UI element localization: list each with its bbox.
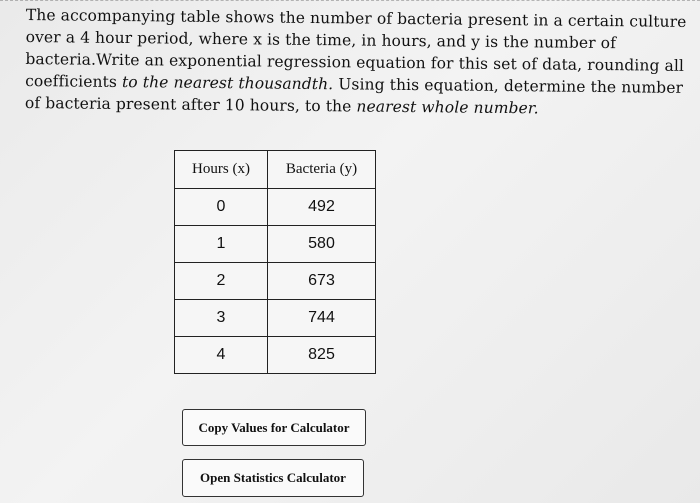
cell-bacteria: 580	[268, 226, 376, 263]
cell-hours: 4	[175, 337, 268, 374]
table-row	[175, 189, 376, 226]
header-hours: Hours (x)	[175, 151, 268, 189]
cell-bacteria: 825	[268, 337, 376, 374]
cell-bacteria: 744	[268, 300, 376, 337]
cell-hours: 0	[175, 189, 268, 226]
cell-hours: 1	[175, 226, 268, 263]
page-top-edge	[0, 0, 700, 3]
cell-bacteria: 673	[268, 263, 376, 300]
cell-hours: 2	[175, 263, 268, 300]
data-table	[174, 150, 376, 374]
cell-bacteria: 492	[268, 189, 376, 226]
question-emphasis-2: nearest whole number.	[356, 97, 539, 118]
table-row	[175, 226, 376, 263]
header-bacteria: Bacteria (y)	[268, 151, 376, 189]
question-emphasis-1: to the nearest thousandth.	[121, 73, 334, 94]
cell-hours: 3	[175, 300, 268, 337]
question-part-1: The accompanying table shows the number of bacteria present in a certain culture over a 4 hour period, where x is the time, in hours, and y is the number of bacteria.Write an exponential regression equation for this set of data, rounding all coefficients	[25, 5, 687, 92]
question-paragraph	[25, 4, 694, 121]
copy-values-button[interactable]: Copy Values for Calculator	[182, 409, 366, 446]
question-part-2: Using this equation, determine the number of bacteria present after 10 hours, to the	[24, 75, 684, 116]
table-row	[175, 263, 376, 300]
question-text	[25, 4, 694, 121]
table-header-row	[175, 151, 376, 189]
open-statistics-calculator-button[interactable]: Open Statistics Calculator	[182, 459, 364, 497]
table-row	[175, 300, 376, 337]
table-row	[175, 337, 376, 374]
